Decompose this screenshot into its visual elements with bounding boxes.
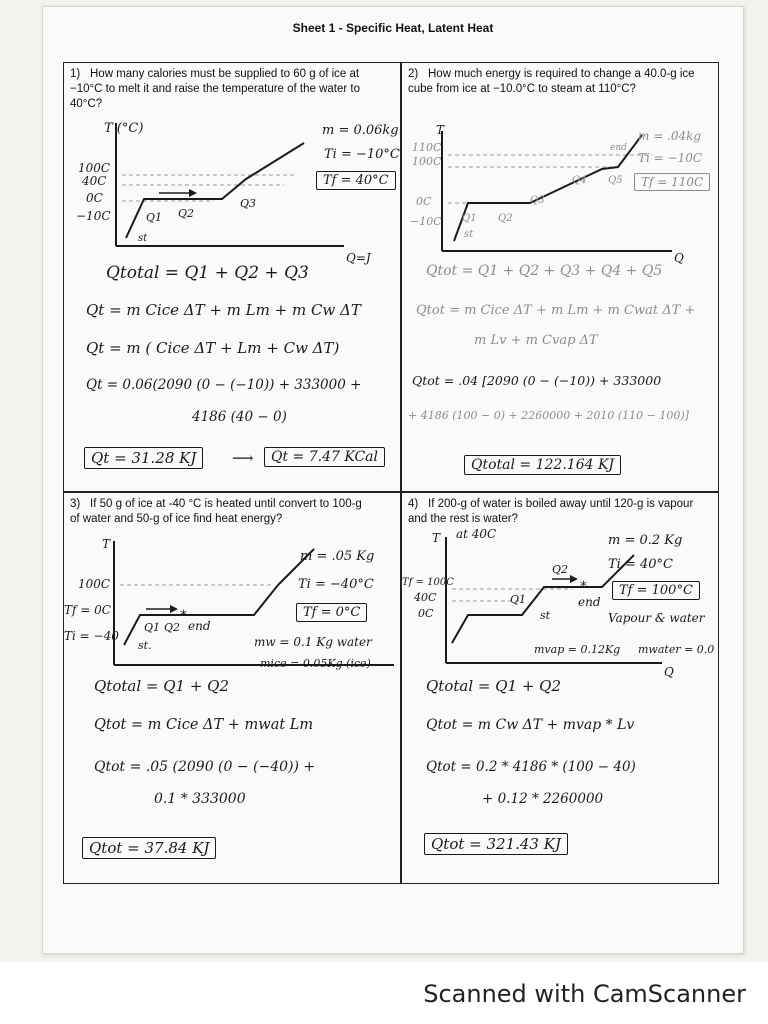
problem-2-axis-t: T	[436, 123, 445, 137]
scanner-footer	[0, 962, 768, 1024]
problem-2-label-start: st	[464, 229, 474, 240]
problem-1-result-arrow: ⟶	[232, 449, 254, 467]
problem-4-start-note: at 40C	[456, 527, 497, 541]
problem-grid	[63, 62, 719, 884]
problem-1-eq-numeric-cont: 4186 (40 − 0)	[192, 409, 287, 425]
problem-3-given-tf: Tf = 0°C	[296, 603, 367, 622]
worksheet-sheet	[42, 6, 744, 954]
problem-4-given-tf: Tf = 100°C	[612, 581, 700, 600]
problem-3-eq-total: Qtotal = Q1 + Q2	[94, 677, 230, 695]
problem-3-result: Qtot = 37.84 KJ	[82, 837, 216, 859]
svg-text:*: *	[580, 579, 587, 595]
problem-1-given-ti: Ti = −10°C	[324, 147, 400, 162]
problem-1-label-q3: Q3	[240, 197, 257, 210]
sheet-title: Sheet 1 - Specific Heat, Latent Heat	[292, 21, 494, 35]
problem-2-given-ti: Ti = −10C	[638, 151, 703, 165]
problem-1-tick-40: 40C	[82, 174, 107, 188]
problem-2-eq-numeric-cont: + 4186 (100 − 0) + 2260000 + 2010 (110 − 100)]	[408, 409, 689, 422]
problem-4-result: Qtot = 321.43 KJ	[424, 833, 568, 855]
problem-1-text: How many calories must be supplied to 60 g of ice at −10°C to melt it and raise the temperature of the water to 40°C?	[70, 68, 361, 110]
problem-3-given-mass: m = .05 Kg	[300, 549, 375, 564]
problem-1-eq-numeric: Qt = 0.06(2090 (0 − (−10)) + 333000 +	[86, 377, 362, 393]
problem-2-axis-q: Q	[674, 251, 684, 265]
problem-4-eq-numeric-cont: + 0.12 * 2260000	[482, 791, 604, 807]
camscanner-watermark: Scanned with CamScanner	[423, 980, 746, 1008]
problem-4-label-q2: Q2	[552, 563, 569, 576]
problem-4-tick-100: Tf = 100C	[402, 577, 454, 588]
problem-3-eq-numeric-cont: 0.1 * 333000	[154, 791, 246, 807]
problem-4-eq-expanded: Qtot = m Cw ΔT + mvap * Lv	[426, 717, 635, 733]
problem-2-tick-minus10: −10C	[410, 215, 442, 228]
problem-3-tick-100: 100C	[78, 577, 111, 591]
problem-3-eq-expanded: Qtot = m Cice ΔT + mwat Lm	[94, 717, 314, 733]
problem-4-label-start: st	[540, 609, 551, 622]
problem-4-cell	[402, 493, 720, 885]
problem-1-cell	[64, 63, 400, 491]
problem-2-eq-numeric: Qtot = .04 [2090 (0 − (−10)) + 333000	[412, 373, 662, 388]
problem-1-tick-0: 0C	[86, 191, 103, 205]
problem-2-eq-expanded: Qtot = m Cice ΔT + m Lm + m Cwat ΔT +	[416, 303, 696, 318]
problem-3-eq-numeric: Qtot = .05 (2090 (0 − (−40)) +	[94, 759, 316, 775]
problem-2-label-q1: Q1	[462, 213, 477, 224]
problem-2-tick-100: 100C	[412, 155, 442, 168]
problem-3-text: If 50 g of ice at -40 °C is heated until convert to 100-g of water and 50-g of ice find heat energy?	[70, 498, 362, 525]
problem-4-number: 4)	[408, 498, 419, 510]
problem-2-label-q5: Q5	[608, 175, 623, 186]
problem-4-label-q1: Q1	[510, 593, 527, 606]
problem-2-text: How much energy is required to change a 40.0-g ice cube from ice at −10.0°C to steam at 110°C?	[408, 68, 695, 95]
problem-1-result-kcal: Qt = 7.47 KCal	[264, 447, 385, 467]
problem-1-axis-t: T (°C)	[104, 121, 144, 136]
problem-4-axis-q: Q	[664, 665, 674, 679]
problem-3-mass-ice: mice = 0.05Kg (ice)	[260, 657, 371, 670]
problem-1-given-mass: m = 0.06kg	[322, 123, 399, 138]
problem-4-tick-0: 0C	[418, 607, 434, 620]
problem-2-number: 2)	[408, 68, 419, 80]
problem-2-label-q3: Q3	[530, 195, 545, 206]
problem-4-mass-water: mwater = 0.0	[638, 643, 715, 656]
svg-text:*: *	[180, 608, 187, 624]
problem-1-label-start: st	[138, 233, 148, 244]
problem-3-axis-t: T	[102, 537, 111, 551]
problem-4-tick-40: 40C	[414, 591, 437, 604]
problem-2-result: Qtotal = 122.164 KJ	[464, 455, 621, 475]
problem-1-label-q2: Q2	[178, 207, 195, 220]
problem-3-given-ti: Ti = −40°C	[298, 577, 374, 592]
problem-3-mass-water: mw = 0.1 Kg water	[254, 635, 372, 649]
problem-2-eq-total: Qtot = Q1 + Q2 + Q3 + Q4 + Q5	[426, 263, 663, 279]
problem-3-label-start: st.	[138, 639, 152, 652]
problem-2-label-end: end	[610, 143, 627, 153]
problem-2-cell	[402, 63, 720, 491]
problem-1-eq-expanded: Qt = m Cice ΔT + m Lm + m Cw ΔT	[86, 301, 361, 319]
problem-2-eq-expanded-cont: m Lv + m Cvap ΔT	[474, 333, 598, 348]
problem-4-phase-note: Vapour & water	[608, 611, 705, 625]
problem-1-eq-total: Qtotal = Q1 + Q2 + Q3	[106, 263, 309, 283]
problem-1-number: 1)	[70, 68, 81, 80]
problem-4-axis-t: T	[432, 531, 441, 545]
problem-3-label-q1: Q1	[144, 621, 161, 634]
problem-3-tick-tf: Tf = 0C	[64, 603, 111, 617]
problem-4-given-ti: Ti = 40°C	[608, 557, 673, 572]
problem-1-label-q1: Q1	[146, 211, 163, 224]
problem-3-number: 3)	[70, 498, 81, 510]
problem-3-cell	[64, 493, 400, 885]
problem-3-label-end: end	[188, 619, 211, 633]
problem-2-heating-curve	[402, 63, 720, 273]
problem-1-tick-100: 100C	[78, 161, 111, 175]
problem-1-heating-curve	[64, 63, 400, 273]
problem-1-result-kj: Qt = 31.28 KJ	[84, 447, 203, 469]
problem-2-label-q2: Q2	[498, 213, 513, 224]
problem-1-tick-minus10: −10C	[76, 209, 111, 223]
problem-2-label-q4: Q4	[572, 175, 587, 186]
problem-2-given-tf: Tf = 110C	[634, 173, 710, 191]
problem-4-mass-vap: mvap = 0.12Kg	[534, 643, 621, 656]
problem-1-eq-factored: Qt = m ( Cice ΔT + Lm + Cw ΔT)	[86, 339, 340, 357]
problem-2-tick-0: 0C	[416, 195, 432, 208]
problem-4-label-end: end	[578, 595, 601, 609]
problem-2-tick-110: 110C	[412, 141, 442, 154]
problem-4-eq-numeric: Qtot = 0.2 * 4186 * (100 − 40)	[426, 759, 636, 775]
problem-2-given-mass: m = .04kg	[638, 129, 702, 143]
problem-4-eq-total: Qtotal = Q1 + Q2	[426, 677, 562, 695]
problem-3-label-q2: Q2	[164, 621, 181, 634]
problem-1-axis-q: Q=J	[346, 251, 371, 265]
problem-1-given-tf: Tf = 40°C	[316, 171, 396, 190]
problem-4-given-mass: m = 0.2 Kg	[608, 533, 683, 548]
problem-3-tick-ti: Ti = −40	[64, 629, 119, 643]
problem-4-text: If 200-g of water is boiled away until 120-g is vapour and the rest is water?	[408, 498, 694, 525]
